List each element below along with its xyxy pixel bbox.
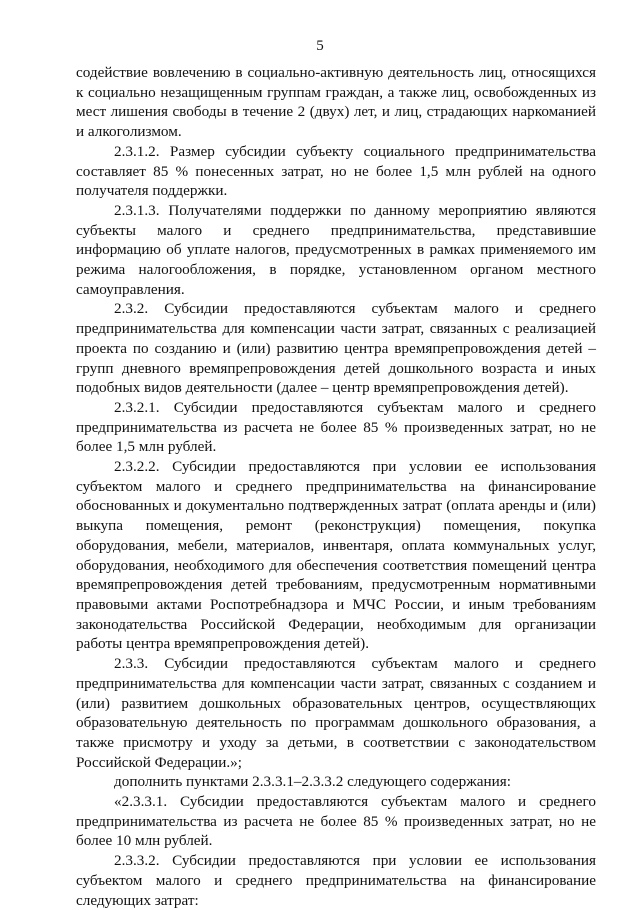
paragraph-2-3-1-2: 2.3.1.2. Размер субсидии субъекту социального предпринимательства составляет 85 % понесенных затрат, но не более 1,5 млн рублей на одного получателя поддержки. (76, 142, 596, 200)
paragraph-2-3-3: 2.3.3. Субсидии предоставляются субъектам малого и среднего предпринимательства для компенсации части затрат, связанных с созданием и (или) развитием дошкольных образовательных центров, осуществляющих образовательную деятельность по программам дошкольного образования, а также присмотру и уходу за детьми, в соответствии с законодательством Российской Федерации.»; (76, 655, 596, 771)
paragraph-2-3-1-3: 2.3.1.3. Получателями поддержки по данному мероприятию являются субъекты малого и среднего предпринимательства, представившие информацию об уплате налогов, предусмотренных в рамках применяемого им режима налогообложения, в порядке, установленном органом местного самоуправления. (76, 201, 596, 298)
paragraph-2-3-2: 2.3.2. Субсидии предоставляются субъектам малого и среднего предпринимательства для компенсации части затрат, связанных с реализацией проекта по созданию и (или) развитию центра времяпрепровождения детей – групп дневного времяпрепровождения детей дошкольного возраста и иных подобных видов деятельности (далее – центр времяпрепровождения детей). (76, 300, 596, 397)
paragraph-2-3-2-1: 2.3.2.1. Субсидии предоставляются субъектам малого и среднего предпринимательства из расчета не более 85 % произведенных затрат, но не более 1,5 млн рублей. (76, 398, 596, 456)
paragraph-2-3-3-1: «2.3.3.1. Субсидии предоставляются субъектам малого и среднего предпринимательства из расчета не более 85 % произведенных затрат, но не более 10 млн рублей. (76, 793, 596, 850)
paragraph-amendment-note: дополнить пунктами 2.3.3.1–2.3.3.2 следующего содержания: (114, 773, 511, 791)
paragraph-2-3-3-2: 2.3.3.2. Субсидии предоставляются при условии ее использования субъектом малого и среднего предпринимательства на финансирование следующих затрат: (76, 852, 596, 909)
page-number: 5 (316, 38, 324, 54)
document-body (76, 63, 596, 910)
paragraph: содействие вовлечению в социально-активную деятельность лиц, относящихся к социально незащищенным группам граждан, а также лиц, освобожденных из мест лишения свободы в течение 2 (двух) лет, и лиц, страдающих наркоманией и алкоголизмом. (76, 64, 596, 141)
paragraph-2-3-2-2: 2.3.2.2. Субсидии предоставляются при условии ее использования субъектом малого и среднего предпринимательства на финансирование обоснованных и документально подтвержденных затрат (оплата аренды и (или) выкупа помещения, ремонт (реконструкция) помещения, покупка оборудования, мебели, материалов, инвентаря, оплата коммунальных услуг, оборудования, необходимого для обеспечения соответствия помещений центра времяпрепровождения детей требованиям, предусмотренным нормативными правовыми актами Роспотребнадзора и МЧС России, и иным требованиям законодательства Российской Федерации, необходимым для организации работы центра времяпрепровождения детей). (76, 458, 596, 653)
